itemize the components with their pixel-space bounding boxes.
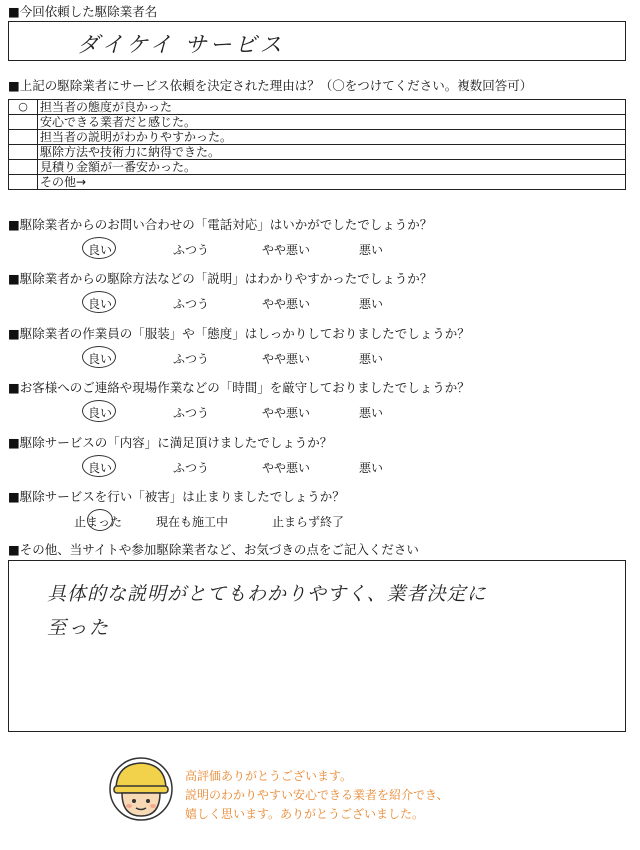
- q3-option-somewhat-bad[interactable]: やや悪い: [262, 352, 311, 366]
- q2-option-somewhat-bad[interactable]: やや悪い: [262, 297, 311, 311]
- reason-row[interactable]: [9, 130, 626, 145]
- question-6-text: ■駆除サービスを行い「被害」は止まりましたでしょうか？: [8, 489, 345, 504]
- q3-selection-circle: [82, 346, 116, 368]
- q4-selection-circle: [82, 400, 116, 422]
- q4-option-normal[interactable]: ふつう: [173, 406, 210, 420]
- reply-line-2: 説明のわかりやすい安心できる業者を紹介でき、: [185, 788, 449, 802]
- reason-checkbox[interactable]: [9, 115, 38, 130]
- reason-label: 担当者の態度が良かった: [38, 100, 626, 115]
- q4-option-bad[interactable]: 悪い: [359, 406, 384, 420]
- reason-checkbox[interactable]: [9, 130, 38, 145]
- q1-option-normal[interactable]: ふつう: [173, 243, 210, 257]
- reply-line-1: 高評価ありがとうございます。: [185, 769, 353, 783]
- q3-option-normal[interactable]: ふつう: [173, 352, 210, 366]
- reason-label: 担当者の説明がわかりやすかった。: [38, 130, 626, 145]
- reason-label: 見積り金額が一番安かった。: [38, 160, 626, 175]
- reply-message: [185, 767, 449, 824]
- q5-option-bad[interactable]: 悪い: [359, 461, 384, 475]
- q2-option-bad[interactable]: 悪い: [359, 297, 384, 311]
- q1-option-somewhat-bad[interactable]: やや悪い: [262, 243, 311, 257]
- q5-option-somewhat-bad[interactable]: やや悪い: [262, 461, 311, 475]
- q2-selection-circle: [82, 291, 116, 313]
- reason-table: [8, 99, 626, 190]
- q1-option-bad[interactable]: 悪い: [359, 243, 384, 257]
- reason-label: 安心できる業者だと感じた。: [38, 115, 626, 130]
- reason-row[interactable]: [9, 175, 626, 190]
- helmet-worker-icon: [108, 756, 174, 822]
- reason-row[interactable]: [9, 115, 626, 130]
- reason-checkbox[interactable]: [9, 145, 38, 160]
- q5-option-good[interactable]: 良い: [88, 461, 113, 475]
- reason-heading: ■上記の駆除業者にサービス依頼を決定された理由は？（〇をつけてください。複数回答可）: [8, 78, 533, 93]
- q6-option-not-stopped[interactable]: 止まらず終了: [272, 515, 345, 529]
- question-2-text: ■駆除業者からの駆除方法などの「説明」はわかりやすかったでしょうか？: [8, 271, 433, 286]
- question-4-text: ■お客様へのご連絡や現場作業などの「時間」を厳守しておりましたでしょうか？: [8, 380, 470, 395]
- reason-row[interactable]: [9, 160, 626, 175]
- comments-box[interactable]: [8, 560, 626, 732]
- question-5-text: ■駆除サービスの「内容」に満足頂けましたでしょうか？: [8, 435, 333, 450]
- q6-option-in-progress[interactable]: 現在も施工中: [156, 515, 229, 529]
- company-heading: ■今回依頼した駆除業者名: [8, 4, 158, 19]
- q6-option-stopped[interactable]: 止まった: [74, 515, 123, 529]
- q3-option-good[interactable]: 良い: [88, 352, 113, 366]
- q2-option-normal[interactable]: ふつう: [173, 297, 210, 311]
- question-3-text: ■駆除業者の作業員の「服装」や「態度」はしっかりしておりましたでしょうか？: [8, 326, 470, 341]
- staff-avatar: [108, 756, 174, 822]
- q5-option-normal[interactable]: ふつう: [173, 461, 210, 475]
- question-1-text: ■駆除業者からのお問い合わせの「電話対応」はいかがでしたでしょうか？: [8, 217, 433, 232]
- company-name-field[interactable]: [8, 21, 626, 61]
- q6-selection-circle: [87, 509, 113, 531]
- q1-selection-circle: [82, 237, 116, 259]
- q3-option-bad[interactable]: 悪い: [359, 352, 384, 366]
- reason-row[interactable]: [9, 145, 626, 160]
- reason-checkbox[interactable]: ○: [9, 100, 38, 115]
- reason-label: 駆除方法や技術力に納得できた。: [38, 145, 626, 160]
- q1-option-good[interactable]: 良い: [88, 243, 113, 257]
- q2-option-good[interactable]: 良い: [88, 297, 113, 311]
- comments-line-2: 至った: [47, 617, 111, 639]
- q4-option-good[interactable]: 良い: [88, 406, 113, 420]
- reason-checkbox[interactable]: [9, 175, 38, 190]
- q4-option-somewhat-bad[interactable]: やや悪い: [262, 406, 311, 420]
- comments-line-1: 具体的な説明がとてもわかりやすく、業者決定に: [47, 583, 487, 605]
- reason-checkbox[interactable]: [9, 160, 38, 175]
- company-name-value: ダイケイ サービス: [77, 33, 285, 58]
- reply-line-3: 嬉しく思います。ありがとうございました。: [185, 807, 425, 821]
- reason-row[interactable]: [9, 100, 626, 115]
- reason-label: その他→: [38, 175, 626, 190]
- comments-heading: ■その他、当サイトや参加駆除業者など、お気づきの点をご記入ください: [8, 542, 419, 557]
- q5-selection-circle: [82, 455, 116, 477]
